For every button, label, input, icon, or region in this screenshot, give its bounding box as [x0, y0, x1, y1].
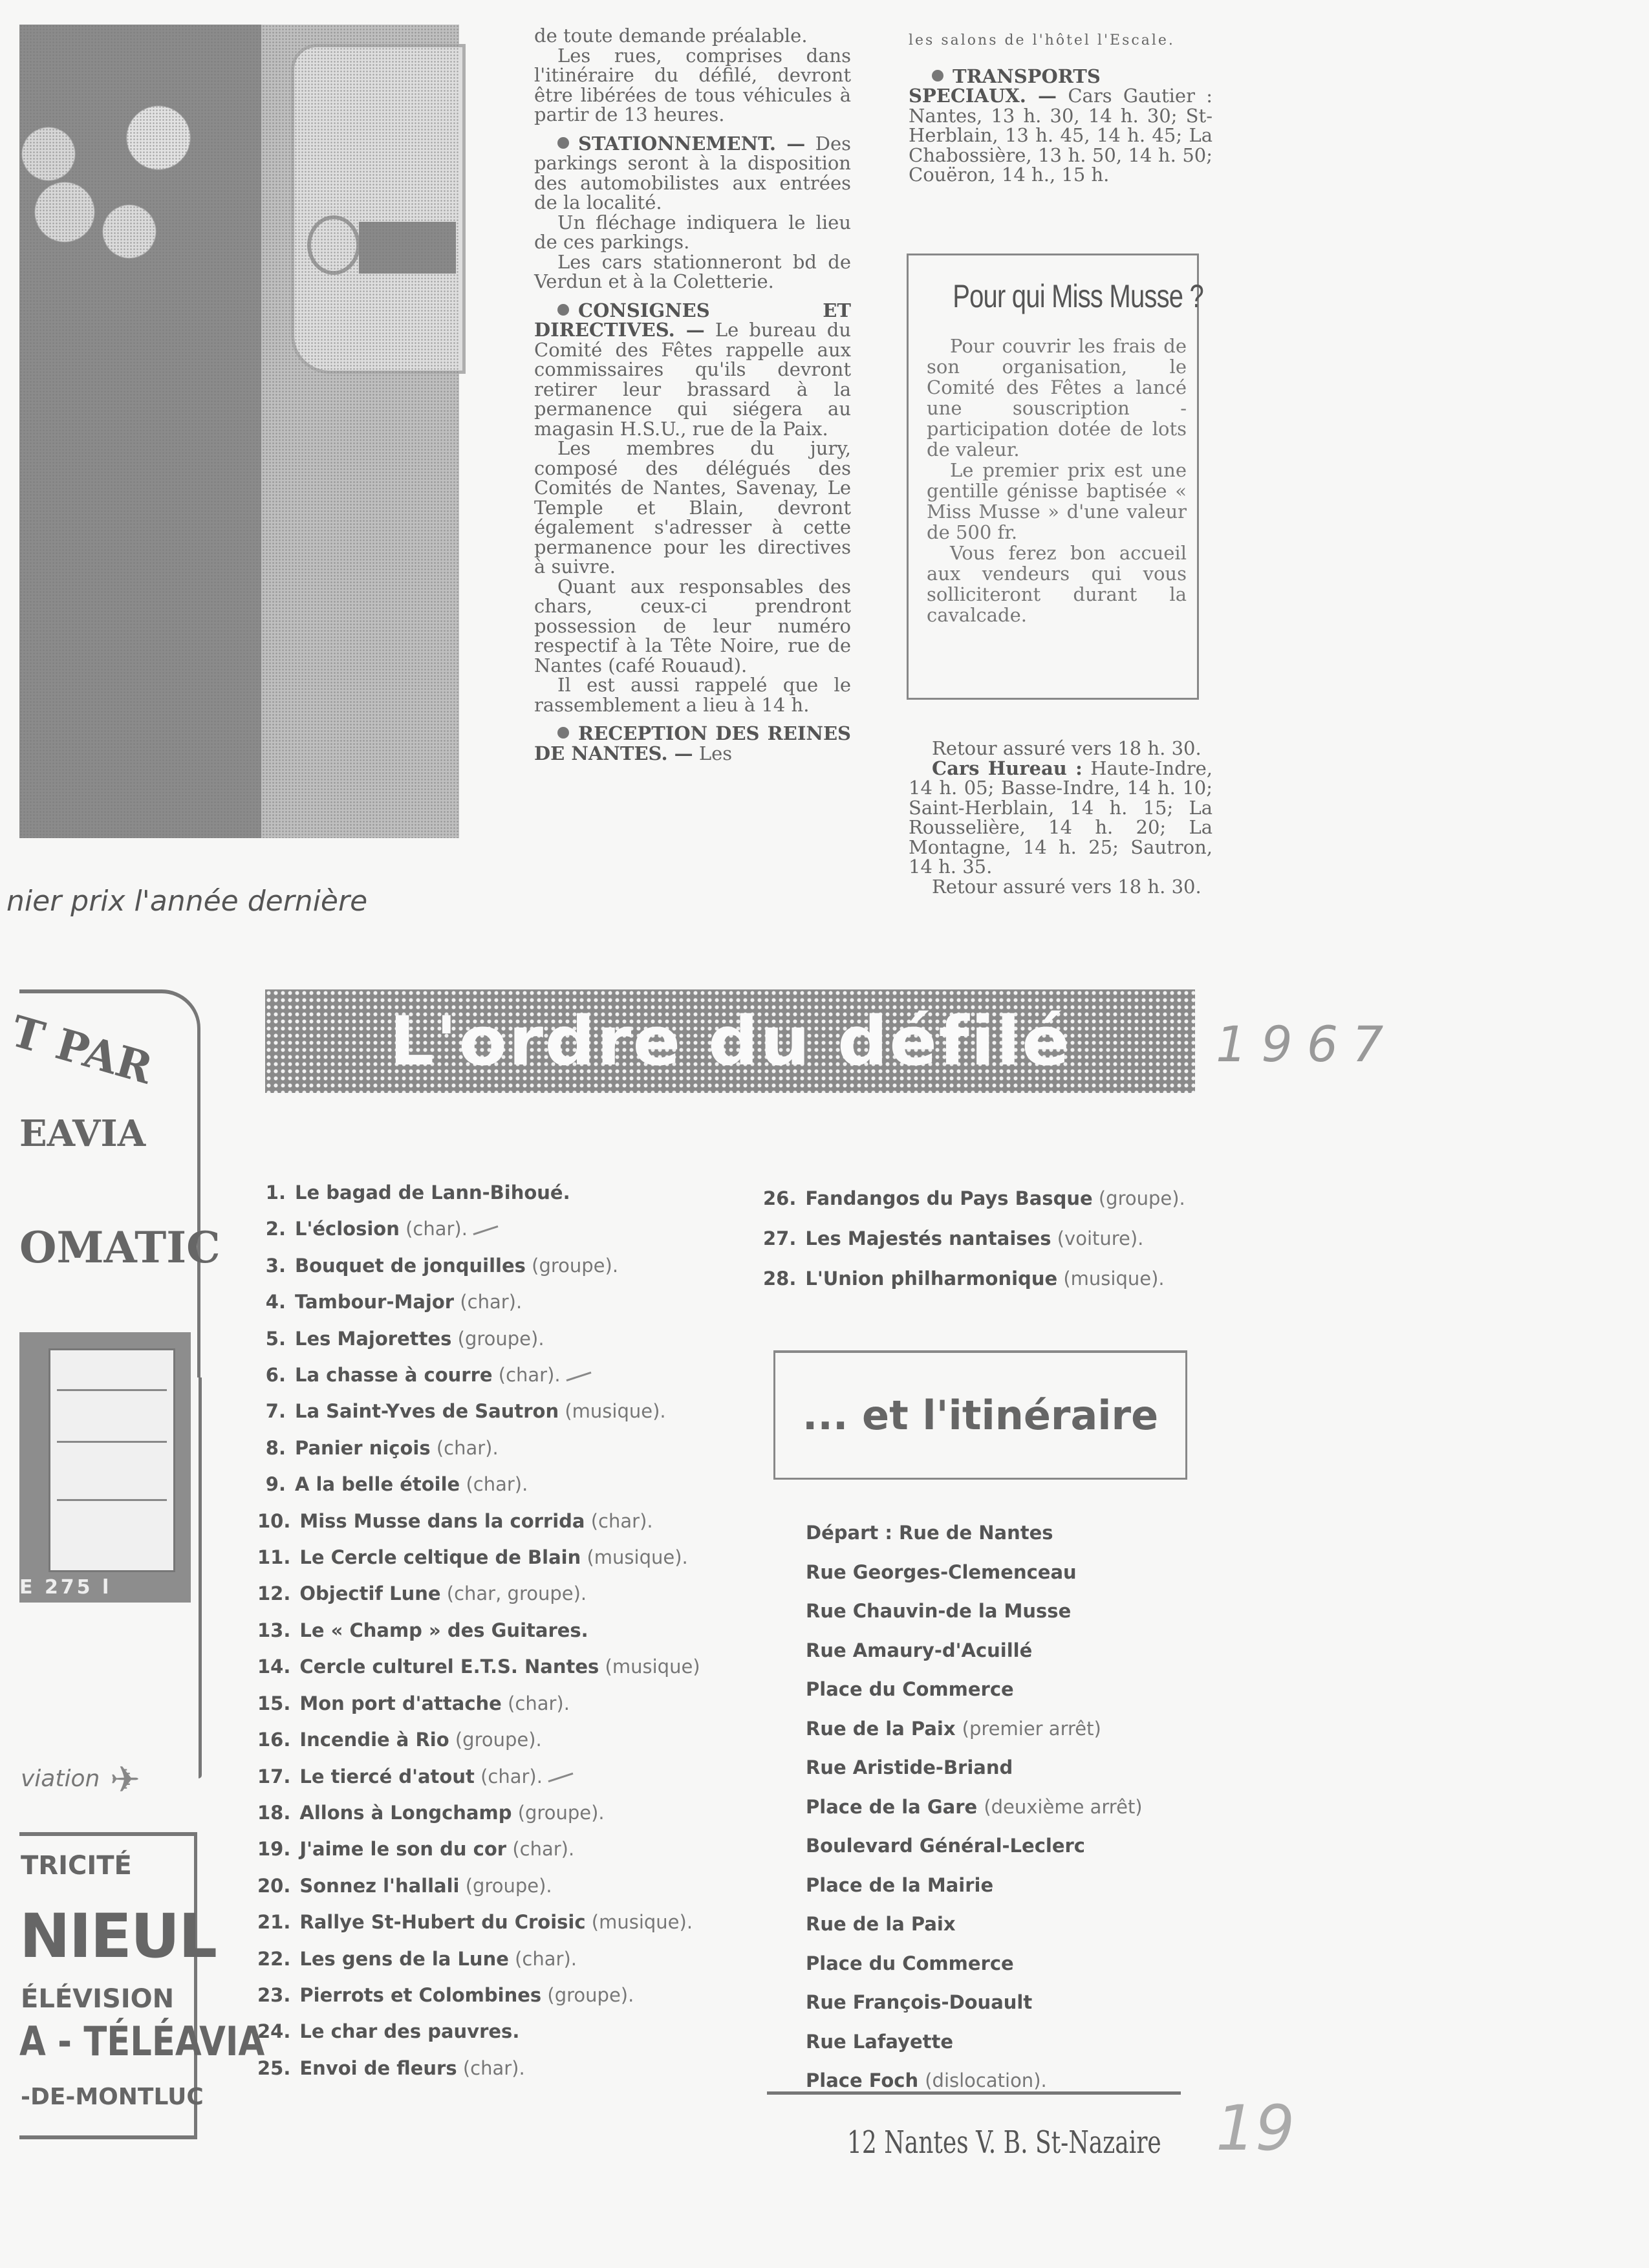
route-street: Rue de la Paix	[806, 1913, 956, 1935]
item-number: 5.	[265, 1327, 286, 1350]
parade-list-item	[257, 1575, 700, 1612]
item-type: (groupe).	[547, 1983, 634, 2006]
route-street: Rue Amaury-d'Acuillé	[806, 1639, 1033, 1661]
article-paragraph: Quant aux responsables des chars, ceux-ci prendront possession de leur numéro respectif à la Tête Noire, rue de Nantes (café Rouaud).	[534, 575, 851, 676]
item-name: Allons à Longchamp	[299, 1801, 512, 1824]
item-name: A la belle étoile	[295, 1473, 460, 1496]
route-item	[806, 1553, 1143, 1592]
item-name: Les Majestés nantaises	[805, 1227, 1051, 1249]
section-transports	[909, 67, 1212, 185]
article-paragraph: Les membres du jury, composé des délégués des Comités de Nantes, Savenay, Le Temple et Blain, devront également s'adresser à cette permanence pour les directives à suivre.	[534, 437, 851, 578]
parade-list-item	[257, 1685, 700, 1722]
item-type: (char).	[466, 1473, 528, 1496]
ad-text-electricite: TRICITÉ	[21, 1851, 132, 1881]
article-paragraph: Il est aussi rappelé que le rassemblement a lieu à 14 h.	[534, 674, 851, 716]
article-column-3-bottom	[909, 739, 1212, 896]
item-name: Pierrots et Colombines	[299, 1983, 542, 2006]
item-number: 3.	[265, 1254, 286, 1277]
ad-text-par: T PAR	[5, 1006, 158, 1094]
item-name: Panier niçois	[295, 1436, 431, 1459]
item-number: 20.	[257, 1874, 291, 1897]
pencil-tick-mark	[566, 1371, 591, 1381]
parade-list-item	[257, 1247, 700, 1284]
bullet-icon	[557, 727, 569, 739]
route-street: Rue Chauvin-de la Musse	[806, 1600, 1072, 1622]
item-type: (char).	[462, 2057, 525, 2079]
item-number: 27.	[763, 1227, 797, 1249]
route-street: Rue Aristide-Briand	[806, 1756, 1013, 1778]
item-type: (char).	[508, 1692, 570, 1714]
item-name: L'éclosion	[295, 1218, 400, 1240]
ad-text-eavia: EAVIA	[19, 1112, 146, 1155]
item-number: 13.	[257, 1619, 291, 1641]
ad-text-montluc: -DE-MONTLUC	[21, 2084, 204, 2110]
box-body	[927, 336, 1187, 625]
item-number: 24.	[257, 2020, 291, 2043]
item-number: 14.	[257, 1656, 291, 1678]
route-note: (dislocation).	[925, 2069, 1047, 2091]
route-item	[806, 1670, 1143, 1709]
item-type: (musique).	[1063, 1268, 1165, 1290]
section-body: Les	[698, 742, 733, 764]
article-paragraph: les salons de l'hôtel l'Escale.	[909, 32, 1175, 49]
route-street: Rue François-Douault	[806, 1991, 1033, 2013]
item-number: 22.	[257, 1947, 291, 1970]
item-name: La chasse à courre	[295, 1364, 493, 1387]
item-number: 15.	[257, 1692, 291, 1714]
item-number: 21.	[257, 1911, 291, 1934]
item-type: (groupe).	[517, 1801, 605, 1824]
handwritten-year-bottom: 19	[1216, 2092, 1295, 2165]
fridge-shelf	[57, 1441, 167, 1443]
parade-list-item	[257, 1466, 700, 1502]
item-type: (musique).	[591, 1911, 693, 1934]
item-name: J'aime le son du cor	[299, 1838, 507, 1861]
item-number: 23.	[257, 1983, 291, 2006]
route-street: Place de la Mairie	[806, 1874, 994, 1896]
item-type: (groupe).	[532, 1254, 619, 1277]
parade-list-item	[257, 1321, 700, 1357]
ad-text-aviation: viation	[21, 1766, 100, 1792]
parade-list-item	[257, 2050, 700, 2086]
box-paragraph: Pour couvrir les frais de son organisation, le Comité des Fêtes a lancé une souscription - participation dotée de lots de valeur.	[927, 335, 1187, 460]
item-number: 28.	[763, 1268, 797, 1290]
ad-text-brand: NIEUL	[19, 1901, 217, 1972]
route-list	[806, 1513, 1143, 2101]
route-item	[806, 1709, 1143, 1749]
item-name: Bouquet de jonquilles	[295, 1254, 526, 1277]
item-name: Le char des pauvres.	[299, 2020, 520, 2043]
parade-list-item	[257, 1393, 700, 1429]
section-heading: CONSIGNES ET DIRECTIVES. —	[534, 299, 851, 341]
pencil-tick-mark	[548, 1773, 573, 1782]
parade-list-item	[257, 1795, 700, 1831]
route-item	[806, 1513, 1143, 1553]
parade-list-right	[763, 1178, 1185, 1299]
item-name: Mon port d'attache	[299, 1692, 502, 1714]
parade-list-item	[257, 1941, 700, 1977]
item-name: Miss Musse dans la corrida	[299, 1509, 585, 1532]
article-paragraph: Un fléchage indiquera le lieu de ces parkings.	[534, 211, 851, 253]
handwritten-year: 1967	[1216, 1015, 1398, 1073]
route-street: Place de la Gare	[806, 1795, 978, 1818]
item-name: Tambour-Major	[295, 1291, 455, 1313]
article-paragraph	[909, 759, 1212, 877]
parade-list-item	[257, 1211, 700, 1247]
box-paragraph: Vous ferez bon accueil aux vendeurs qui vous solliciteront durant la cavalcade.	[927, 542, 1187, 626]
ad-frame-line	[199, 1377, 202, 1778]
item-name: Cercle culturel E.T.S. Nantes	[299, 1656, 599, 1678]
box-paragraph: Le premier prix est une gentille génisse baptisée « Miss Musse » d'une valeur de 500 fr.	[927, 459, 1187, 543]
section-body: Des parkings seront à la disposition des automobilistes aux entrées de la localité.	[534, 132, 851, 213]
section-heading: Cars Hureau :	[932, 757, 1083, 779]
section-heading: STATIONNEMENT. —	[578, 132, 806, 155]
item-number: 18.	[257, 1801, 291, 1824]
item-type: (musique).	[587, 1546, 688, 1569]
parade-list-item	[257, 2013, 700, 2049]
parade-list-item	[763, 1178, 1185, 1218]
item-type: (char).	[515, 1947, 577, 1970]
route-street: Place du Commerce	[806, 1678, 1014, 1700]
item-number: 9.	[265, 1473, 286, 1496]
article-paragraph: Retour assuré vers 18 h. 30.	[932, 737, 1202, 759]
page-footer: 12 Nantes V. B. St-Nazaire	[847, 2124, 1161, 2161]
pencil-tick-mark	[473, 1226, 498, 1235]
item-type: (char, groupe).	[446, 1582, 587, 1605]
photo-caption: nier prix l'année dernière	[6, 885, 368, 918]
item-type: (groupe).	[455, 1729, 542, 1751]
parade-list-item	[257, 1831, 700, 1867]
route-item	[806, 1983, 1143, 2022]
bullet-icon	[557, 304, 569, 316]
banner-title: L'ordre du défilé	[389, 1002, 1072, 1081]
route-item	[806, 2022, 1143, 2062]
item-type: (char).	[405, 1218, 468, 1240]
item-type: (char).	[590, 1509, 653, 1532]
car-illustration	[291, 44, 466, 374]
airplane-icon: ✈	[110, 1760, 140, 1800]
parade-list-item	[257, 1612, 700, 1648]
item-name: Sonnez l'hallali	[299, 1874, 460, 1897]
item-name: Le « Champ » des Guitares.	[299, 1619, 588, 1641]
section-consignes	[534, 301, 851, 439]
fridge-door	[48, 1348, 175, 1572]
box-title: Pour qui Miss Musse ?	[953, 278, 1203, 314]
route-street: Départ : Rue de Nantes	[806, 1522, 1053, 1544]
route-note: (premier arrêt)	[962, 1717, 1101, 1740]
section-stationnement	[534, 134, 851, 213]
parade-order-banner	[265, 989, 1195, 1093]
article-paragraph: de toute demande préalable.	[534, 25, 808, 47]
item-name: Le Cercle celtique de Blain	[299, 1546, 581, 1569]
route-note: (deuxième arrêt)	[984, 1795, 1143, 1818]
route-street: Boulevard Général-Leclerc	[806, 1835, 1085, 1857]
parade-list-item	[257, 1904, 700, 1940]
item-number: 25.	[257, 2057, 291, 2079]
item-type: (char).	[460, 1291, 523, 1313]
item-number: 10.	[257, 1509, 291, 1532]
parade-list-item	[257, 1503, 700, 1539]
parade-list-item	[763, 1258, 1185, 1299]
route-item	[806, 1592, 1143, 1631]
section-body: Le bureau du Comité des Fêtes rappelle aux commissaires qu'ils devront retirer leur brassard à la permanence qui siégera au magasin H.S.U., rue de la Paix.	[534, 319, 851, 440]
parade-list-item	[257, 1357, 700, 1393]
item-name: Envoi de fleurs	[299, 2057, 457, 2079]
parade-list-item	[257, 1758, 700, 1795]
bottom-rule	[767, 2091, 1181, 2095]
item-number: 2.	[265, 1218, 286, 1240]
parade-list-item	[763, 1218, 1185, 1258]
bullet-icon	[557, 137, 569, 149]
item-name: Rallye St-Hubert du Croisic	[299, 1911, 586, 1934]
item-number: 6.	[265, 1364, 286, 1387]
item-name: Fandangos du Pays Basque	[805, 1187, 1093, 1209]
route-item	[806, 1631, 1143, 1670]
route-item	[806, 1748, 1143, 1787]
route-street: Rue Lafayette	[806, 2030, 954, 2053]
item-number: 19.	[257, 1838, 291, 1861]
item-type: (groupe).	[1098, 1187, 1185, 1209]
item-type: (char).	[498, 1364, 561, 1387]
ad-text-omatic: OMATIC	[19, 1222, 221, 1273]
route-item	[806, 1826, 1143, 1866]
article-paragraph: Les rues, comprises dans l'itinéraire du défilé, devront être libérées de tous véhicules à partir de 13 heures.	[534, 44, 851, 125]
itinerary-title-box	[773, 1350, 1187, 1480]
item-name: Les gens de la Lune	[299, 1947, 509, 1970]
item-number: 4.	[265, 1291, 286, 1313]
article-column-2	[534, 26, 851, 763]
item-name: L'Union philharmonique	[805, 1268, 1058, 1290]
parade-list-item	[257, 1977, 700, 2013]
fridge-shelf	[57, 1389, 167, 1391]
item-type: (char).	[512, 1838, 575, 1861]
parade-list-item	[257, 1648, 700, 1685]
item-type: (musique).	[565, 1400, 666, 1423]
ad-text-television: ÉLÉVISION	[21, 1984, 175, 2014]
section-body: Cars Gautier : Nantes, 13 h. 30, 14 h. 30; St-Herblain, 13 h. 45, 14 h. 45; La Chabossière, 13 h. 50, 14 h. 50; Couëron, 14 h., 15 h.	[909, 85, 1213, 186]
item-number: 17.	[257, 1765, 291, 1787]
item-type: (musique)	[605, 1656, 700, 1678]
section-body: Haute-Indre, 14 h. 05; Basse-Indre, 14 h. 10; Saint-Herblain, 14 h. 15; La Rousselière, 14 h. 20; La Montagne, 14 h. 25; Sautron, 14 h. 35.	[909, 757, 1212, 878]
parade-list-item	[257, 1539, 700, 1575]
item-number: 26.	[763, 1187, 797, 1209]
item-name: Le bagad de Lann-Bihoué.	[295, 1182, 570, 1204]
miss-musse-box	[907, 254, 1203, 700]
refrigerator-illustration	[19, 1332, 191, 1603]
car-headlight	[307, 215, 360, 275]
item-type: (groupe).	[457, 1327, 544, 1350]
ad-text-teleavia: A - TÉLÉAVIA	[19, 2018, 265, 2065]
item-number: 1.	[265, 1182, 286, 1204]
parade-list-item	[257, 1430, 700, 1466]
item-type: (char).	[480, 1765, 543, 1787]
route-street: Rue Georges-Clemenceau	[806, 1561, 1077, 1583]
parade-list-item	[257, 1174, 700, 1211]
route-street: Place Foch	[806, 2069, 919, 2091]
item-name: Les Majorettes	[295, 1327, 452, 1350]
section-heading: RECEPTION DES REINES DE NANTES. —	[534, 722, 851, 764]
item-name: Le tiercé d'atout	[299, 1765, 475, 1787]
car-grille	[359, 222, 456, 274]
route-item	[806, 1905, 1143, 1944]
route-street: Place du Commerce	[806, 1952, 1014, 1974]
item-number: 8.	[265, 1436, 286, 1459]
route-item	[806, 1787, 1143, 1827]
route-street: Rue de la Paix	[806, 1717, 956, 1740]
parade-list-item	[257, 1722, 700, 1758]
itinerary-title: ... et l'itinéraire	[802, 1392, 1159, 1439]
item-name: La Saint-Yves de Sautron	[295, 1400, 559, 1423]
parade-list-item	[257, 1284, 700, 1320]
section-heading: TRANSPORTS SPECIAUX. —	[909, 65, 1101, 107]
item-name: Incendie à Rio	[299, 1729, 449, 1751]
route-item	[806, 1866, 1143, 1905]
parade-list-item	[257, 1868, 700, 1904]
item-number: 12.	[257, 1582, 291, 1605]
item-name: Objectif Lune	[299, 1582, 441, 1605]
item-number: 16.	[257, 1729, 291, 1751]
article-paragraph: Retour assuré vers 18 h. 30.	[932, 875, 1202, 898]
article-column-3	[909, 31, 1212, 185]
item-type: (voiture).	[1057, 1227, 1144, 1249]
item-type: (char).	[436, 1436, 499, 1459]
item-number: 11.	[257, 1546, 291, 1569]
route-item	[806, 1944, 1143, 1983]
parade-list-left	[257, 1174, 700, 2086]
bullet-icon	[932, 70, 943, 81]
fridge-caption: E 275 l	[19, 1576, 112, 1599]
news-photo	[19, 25, 459, 838]
fridge-shelf	[57, 1499, 167, 1501]
item-number: 7.	[265, 1400, 286, 1423]
article-paragraph: Les cars stationneront bd de Verdun et à la Coletterie.	[534, 250, 851, 292]
item-type: (groupe).	[465, 1874, 552, 1897]
section-reception	[534, 724, 851, 763]
